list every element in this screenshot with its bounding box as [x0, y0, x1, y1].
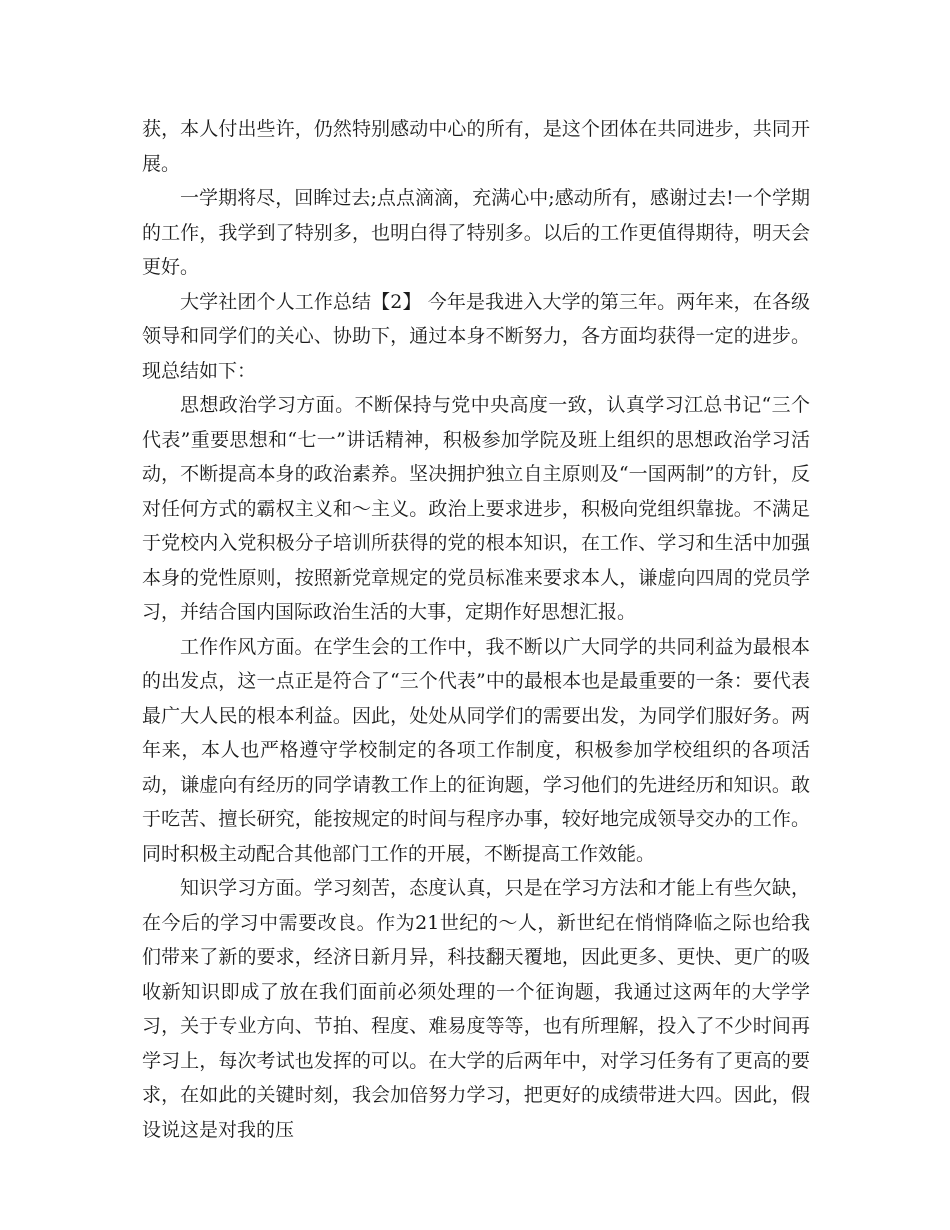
- paragraph-continuation: 获，本人付出些许，仍然特别感动中心的所有，是这个团体在共同进步，共同开展。: [142, 118, 810, 175]
- document-body: [142, 112, 810, 1147]
- paragraph-section-heading-intro: 大学社团个人工作总结【2】 今年是我进入大学的第三年。两年来，在各级领导和同学们的关心、协助下，通过本身不断努力，各方面均获得一定的进步。现总结如下：: [142, 290, 810, 382]
- paragraph-political-study: 思想政治学习方面。不断保持与党中央高度一致，认真学习江总书记“三个代表”重要思想和“七一”讲话精神，积极参加学院及班上组织的思想政治学习活动，不断提高本身的政治素养。坚决拥护独立自主原则及“一国两制”的方针，反对任何方式的霸权主义和～主义。政治上要求进步，积极向党组织靠拢。不满足于党校内入党积极分子培训所获得的党的根本知识，在工作、学习和生活中加强本身的党性原则，按照新党章规定的党员标准来要求本人，谦虚向四周的党员学习，并结合国内国际政治生活的大事，定期作好思想汇报。: [142, 394, 810, 623]
- paragraph-work-style: 工作作风方面。在学生会的工作中，我不断以广大同学的共同利益为最根本的出发点，这一点正是符合了“三个代表”中的最根本也是最重要的一条：要代表最广大人民的根本利益。因此，处处从同学们的需要出发，为同学们服好务。两年来，本人也严格遵守学校制定的各项工作制度，积极参加学校组织的各项活动，谦虚向有经历的同学请教工作上的征询题，学习他们的先进经历和知识。敢于吃苦、擅长研究，能按规定的时间与程序办事，较好地完成领导交办的工作。同时积极主动配合其他部门工作的开展，不断提高工作效能。: [142, 635, 810, 865]
- paragraph-semester-reflection: 一学期将尽，回眸过去;点点滴滴，充满心中;感动所有，感谢过去!一个学期的工作，我学到了特别多，也明白得了特别多。以后的工作更值得期待，明天会更好。: [142, 187, 810, 278]
- paragraph-knowledge-study: 知识学习方面。学习刻苦，态度认真，只是在学习方法和才能上有些欠缺，在今后的学习中需要改良。作为21世纪的～人，新世纪在悄悄降临之际也给我们带来了新的要求，经济日新月异，科技翻天覆地，因此更多、更快、更广的吸收新知识即成了放在我们面前必须处理的一个征询题，我通过这两年的大学学习，关于专业方向、节拍、程度、难易度等等，也有所理解，投入了不少时间再学习上，每次考试也发挥的可以。在大学的后两年中，对学习任务有了更高的要求，在如此的关键时刻，我会加倍努力学习，把更好的成绩带进大四。因此，假设说这是对我的压: [142, 877, 810, 1141]
